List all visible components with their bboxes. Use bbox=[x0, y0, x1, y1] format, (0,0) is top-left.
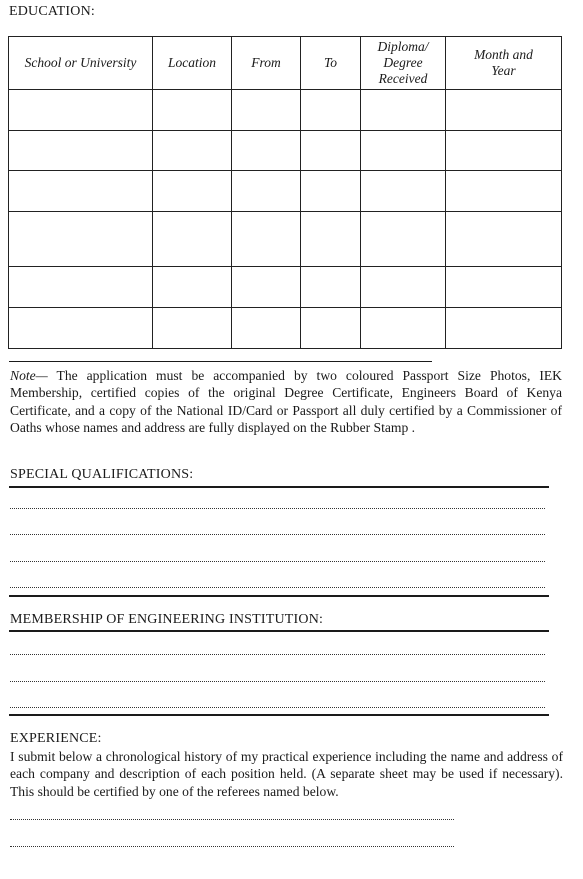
education-cell-to[interactable] bbox=[301, 212, 361, 267]
special-qualifications-line-3[interactable] bbox=[10, 561, 545, 563]
special-qualifications-line-2[interactable] bbox=[10, 534, 545, 536]
education-row bbox=[9, 171, 562, 212]
education-table bbox=[8, 36, 562, 349]
education-cell-month-year[interactable] bbox=[446, 171, 562, 212]
education-cell-to[interactable] bbox=[301, 308, 361, 349]
education-cell-to[interactable] bbox=[301, 131, 361, 171]
column-header-month-year-line2: Year bbox=[491, 63, 516, 78]
education-cell-diploma[interactable] bbox=[361, 131, 446, 171]
membership-line-1[interactable] bbox=[10, 654, 545, 656]
education-cell-location[interactable] bbox=[153, 171, 232, 212]
education-cell-school[interactable] bbox=[9, 131, 153, 171]
special-qualifications-line-4[interactable] bbox=[10, 587, 545, 589]
education-cell-location[interactable] bbox=[153, 308, 232, 349]
column-header-from bbox=[232, 37, 301, 90]
column-header-diploma-line1: Diploma/ bbox=[377, 39, 429, 54]
education-cell-diploma[interactable] bbox=[361, 212, 446, 267]
membership-underline bbox=[9, 630, 549, 632]
education-cell-location[interactable] bbox=[153, 90, 232, 131]
column-header-month-year bbox=[446, 37, 562, 90]
education-row bbox=[9, 131, 562, 171]
column-header-location bbox=[153, 37, 232, 90]
education-heading: EDUCATION: bbox=[9, 4, 95, 19]
membership-bottom-rule bbox=[9, 714, 549, 716]
education-cell-month-year[interactable] bbox=[446, 267, 562, 308]
column-header-diploma bbox=[361, 37, 446, 90]
education-cell-diploma[interactable] bbox=[361, 90, 446, 131]
education-cell-location[interactable] bbox=[153, 212, 232, 267]
education-cell-month-year[interactable] bbox=[446, 131, 562, 171]
note-label: Note— bbox=[10, 368, 48, 383]
education-cell-to[interactable] bbox=[301, 267, 361, 308]
education-table-body bbox=[9, 90, 562, 349]
column-header-diploma-line3: Received bbox=[378, 71, 428, 86]
education-cell-school[interactable] bbox=[9, 90, 153, 131]
education-row bbox=[9, 212, 562, 267]
education-cell-from[interactable] bbox=[232, 131, 301, 171]
membership-line-3[interactable] bbox=[10, 707, 545, 709]
column-header-from-line: From bbox=[251, 55, 281, 70]
education-cell-school[interactable] bbox=[9, 171, 153, 212]
special-qualifications-bottom-rule bbox=[9, 595, 549, 597]
special-qualifications-line-1[interactable] bbox=[10, 508, 545, 510]
education-cell-diploma[interactable] bbox=[361, 308, 446, 349]
note-divider bbox=[9, 361, 432, 362]
column-header-month-year-line1: Month and bbox=[474, 47, 533, 62]
education-cell-month-year[interactable] bbox=[446, 308, 562, 349]
column-header-diploma-line2: Degree bbox=[383, 55, 423, 70]
education-cell-school[interactable] bbox=[9, 267, 153, 308]
education-cell-diploma[interactable] bbox=[361, 267, 446, 308]
education-cell-from[interactable] bbox=[232, 267, 301, 308]
education-cell-from[interactable] bbox=[232, 171, 301, 212]
education-cell-from[interactable] bbox=[232, 308, 301, 349]
education-cell-diploma[interactable] bbox=[361, 171, 446, 212]
education-cell-month-year[interactable] bbox=[446, 90, 562, 131]
education-row bbox=[9, 90, 562, 131]
column-header-location-line: Location bbox=[167, 55, 216, 70]
special-qualifications-underline bbox=[9, 486, 549, 488]
application-note bbox=[10, 367, 562, 436]
column-header-to bbox=[301, 37, 361, 90]
membership-heading: MEMBERSHIP OF ENGINEERING INSTITUTION: bbox=[10, 612, 324, 627]
experience-instructions: I submit below a chronological history of my practical experience including the name and address of each company and description of each position held. (A separate sheet may be used if necessary). This should be certified by one of the referees named below. bbox=[10, 749, 563, 799]
membership-line-2[interactable] bbox=[10, 681, 545, 683]
column-header-school bbox=[9, 37, 153, 90]
education-cell-month-year[interactable] bbox=[446, 212, 562, 267]
education-row bbox=[9, 308, 562, 349]
experience-heading: EXPERIENCE: bbox=[10, 731, 102, 746]
education-cell-to[interactable] bbox=[301, 90, 361, 131]
education-cell-from[interactable] bbox=[232, 212, 301, 267]
column-header-school-line: School or University bbox=[24, 55, 137, 70]
experience-line-2[interactable] bbox=[10, 846, 454, 848]
special-qualifications-heading: SPECIAL QUALIFICATIONS: bbox=[10, 467, 194, 482]
education-cell-location[interactable] bbox=[153, 131, 232, 171]
education-table-header bbox=[9, 37, 562, 90]
education-row bbox=[9, 267, 562, 308]
education-cell-location[interactable] bbox=[153, 267, 232, 308]
education-cell-school[interactable] bbox=[9, 308, 153, 349]
note-text: The application must be accompanied by two coloured Passport Size Photos, IEK Membership, certified copies of the original Degree Certificate, Engineers Board of Kenya Certificate, and a copy of the National ID/Card or Passport all duly certified by a Commissioner of Oaths whose names and address are fully displayed on the Rubber Stamp . bbox=[10, 368, 562, 435]
experience-line-1[interactable] bbox=[10, 819, 454, 821]
education-cell-school[interactable] bbox=[9, 212, 153, 267]
education-cell-to[interactable] bbox=[301, 171, 361, 212]
education-cell-from[interactable] bbox=[232, 90, 301, 131]
column-header-to-line: To bbox=[323, 55, 338, 70]
